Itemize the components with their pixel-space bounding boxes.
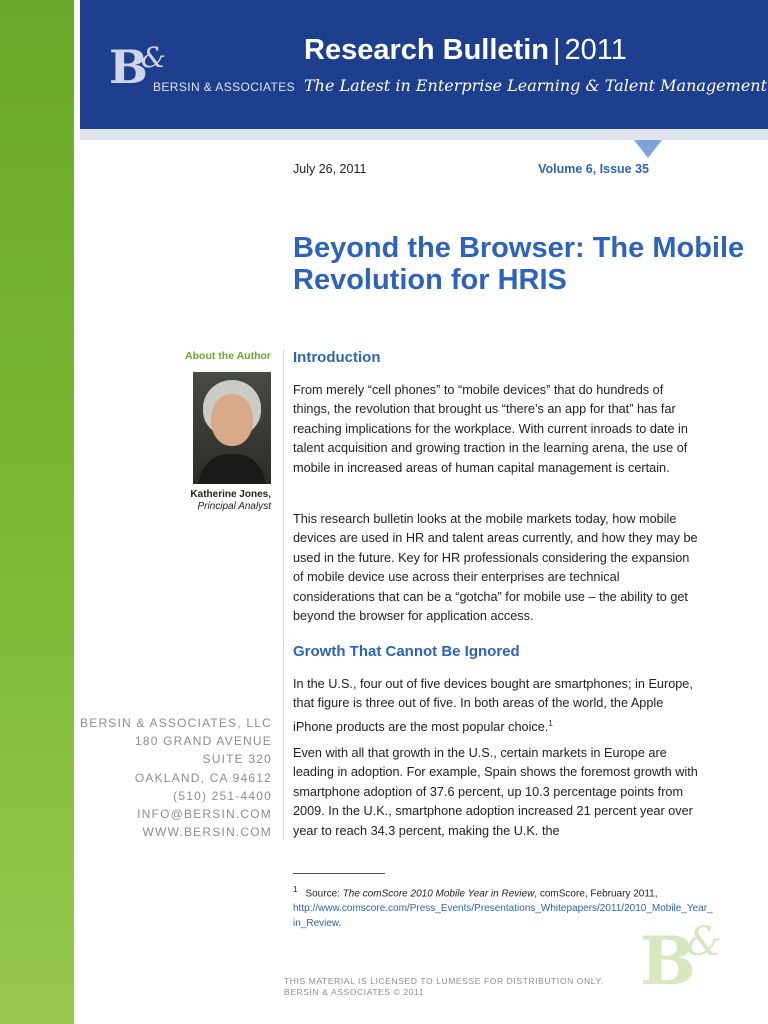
article-title: Beyond the Browser: The Mobile Revolution for HRIS — [293, 232, 745, 296]
bulletin-subtitle: The Latest in Enterprise Learning & Talent Management — [304, 76, 768, 95]
logo-company-name: BERSIN & ASSOCIATES — [153, 80, 296, 94]
section-heading-introduction: Introduction — [293, 349, 381, 366]
author-name: Katherine Jones, — [190, 489, 271, 500]
bulletin-title-text: Research Bulletin — [304, 34, 549, 66]
column-divider — [283, 350, 284, 840]
author-photo — [193, 372, 271, 484]
footnote-number: 1 — [293, 885, 298, 894]
publication-date: July 26, 2011 — [293, 162, 367, 176]
footnote-source-title: The comScore 2010 Mobile Year in Review — [342, 888, 535, 900]
footnote-link[interactable]: http://www.comscore.com/Press_Events/Presentations_Whitepapers/2011/2010_Mobile_Year_in_Review — [293, 903, 713, 930]
license-line-1: THIS MATERIAL IS LICENSED TO LUMESSE FOR DISTRIBUTION ONLY. — [284, 976, 604, 986]
license-notice — [284, 976, 644, 998]
corner-logo-mark: B — [640, 922, 696, 1000]
license-line-2: BERSIN & ASSOCIATES © 2011 — [284, 987, 425, 997]
corner-logo-ampersand: & — [686, 919, 722, 965]
contact-website[interactable]: WWW.BERSIN.COM — [142, 825, 272, 840]
contact-city: OAKLAND, CA 94612 — [134, 770, 272, 785]
volume-issue: Volume 6, Issue 35 — [538, 162, 649, 176]
footnote-rule — [293, 873, 385, 874]
footnote-end: . — [338, 918, 342, 930]
about-author-label: About the Author — [185, 350, 271, 362]
contact-block — [80, 714, 272, 841]
contact-email[interactable]: INFO@BERSIN.COM — [137, 807, 272, 822]
contact-street: 180 GRAND AVENUE — [134, 734, 272, 749]
contact-suite: SUITE 320 — [202, 752, 272, 767]
corner-watermark-logo — [640, 919, 750, 1002]
logo-ampersand: & — [141, 41, 166, 74]
bulletin-title — [304, 32, 627, 68]
bulletin-title-year: 2011 — [564, 34, 627, 66]
intro-paragraph-2: This research bulletin looks at the mobile markets today, how mobile devices are used in HR and talent areas currently, and how they may be used in the future. Key for HR professionals considering the expansion of mobile device use across their enterprises are technical considerations that can be a “gotcha” for mobile use – the ability to get beyond the browser for application access. — [293, 512, 698, 624]
growth-paragraph-2: Even with all that growth in the U.S., certain markets in Europe are leading in adoption. For example, Spain shows the foremost growth with smartphone adoption of 37.6 percent, up 10.3 percentage points from 2009. In the U.K., smartphone adoption increased 21 percent year over year to reach 34.3 percent, making the U.K. the — [293, 746, 698, 838]
header-pointer-icon — [634, 140, 662, 158]
contact-company: BERSIN & ASSOCIATES, LLC — [80, 716, 272, 730]
bulletin-title-separator: | — [552, 34, 561, 66]
left-accent-bar — [0, 0, 74, 1024]
intro-paragraph-1: From merely “cell phones” to “mobile devices” that do hundreds of things, the revolution that brought us “there’s an app for that” has far reaching implications for the workplace. With current inroads to date in talent acquisition and growing traction in the learning arena, the use of mobile in increased areas of human capital management is certain. — [293, 383, 688, 475]
header-underline — [80, 129, 768, 140]
section-heading-growth: Growth That Cannot Be Ignored — [293, 643, 520, 660]
growth-paragraph-1-text: In the U.S., four out of five devices bought are smartphones; in Europe, that figure is three out of five. In both areas of the world, the Apple iPhone products are the most popular choice. — [293, 677, 693, 735]
growth-paragraph-1 — [293, 675, 703, 737]
logo-mark: B — [109, 40, 148, 94]
author-role: Principal Analyst — [197, 501, 271, 512]
footnote-suffix: , comScore, February 2011, — [534, 888, 658, 900]
footnote-prefix: Source: — [305, 888, 343, 900]
contact-phone: (510) 251-4400 — [173, 788, 272, 803]
footnote-ref[interactable]: 1 — [548, 718, 553, 728]
